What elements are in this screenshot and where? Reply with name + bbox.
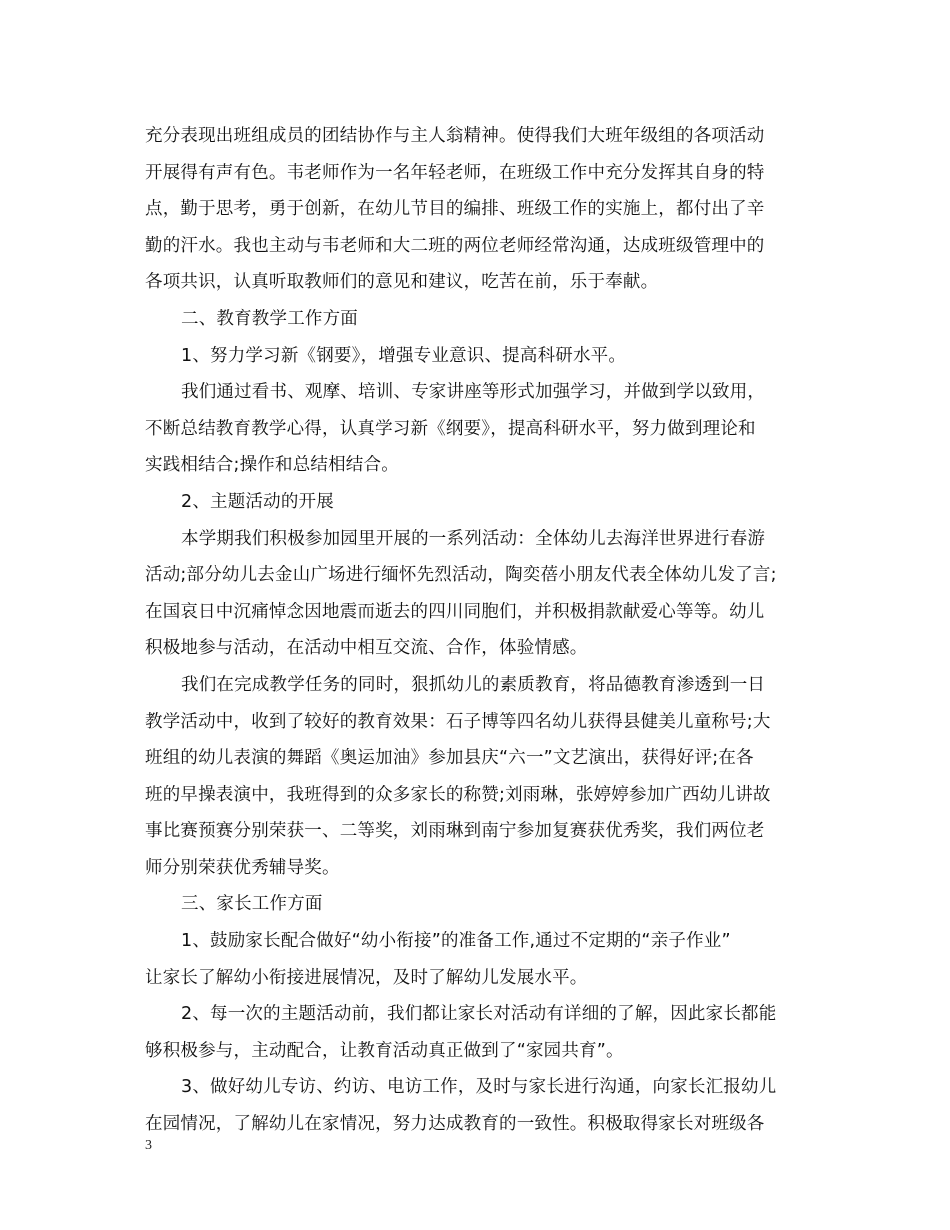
text-line: 在国哀日中沉痛悼念因地震而逝去的四川同胞们，并积极捐款献爱心等等。幼儿	[145, 601, 765, 622]
page-number: 3	[145, 1138, 152, 1153]
text-line: 各项共识，认真听取教师们的意见和建议，吃苦在前，乐于奉献。	[145, 272, 659, 293]
text-line: 开展得有声有色。韦老师作为一名年轻老师，在班级工作中充分发挥其自身的特	[145, 162, 765, 183]
subsection-heading: 1、努力学习新《钢要》，增强专业意识、提高科研水平。	[181, 345, 627, 366]
text-line: 充分表现出班组成员的团结协作与主人翁精神。使得我们大班年级组的各项活动	[145, 126, 765, 146]
text-line: 点，勤于思考，勇于创新，在幼儿节目的编排、班级工作的实施上，都付出了辛	[145, 199, 765, 220]
text-line: 师分别荣获优秀辅导奖。	[145, 857, 340, 878]
text-line: 够积极参与，主动配合，让教育活动真正做到了“家园共育”。	[145, 1040, 624, 1061]
document-body	[145, 118, 815, 1143]
text-line: 我们通过看书、观摩、培训、专家讲座等形式加强学习，并做到学以致用，	[181, 382, 766, 403]
text-line: 3、做好幼儿专访、约访、电访工作，及时与家长进行沟通，向家长汇报幼儿	[181, 1077, 777, 1098]
text-line: 1、鼓励家长配合做好“幼小衔接”的准备工作,通过不定期的“亲子作业”	[181, 931, 731, 952]
text-line: 班组的幼儿表演的舞蹈《奥运加油》参加县庆“六一”文艺演出，获得好评;在各	[145, 748, 754, 769]
subsection-heading: 2、主题活动的开展	[181, 491, 334, 512]
text-line: 不断总结教育教学心得，认真学习新《纲要》，提高科研水平，努力做到理论和	[145, 418, 756, 439]
text-line: 活动;部分幼儿去金山广场进行缅怀先烈活动，陶奕蓓小朋友代表全体幼儿发了言;	[145, 565, 777, 586]
text-line: 本学期我们积极参加园里开展的一系列活动：全体幼儿去海洋世界进行春游	[181, 528, 766, 549]
text-line: 班的早操表演中，我班得到的众多家长的称赞;刘雨琳，张婷婷参加广西幼儿讲故	[145, 784, 771, 805]
text-line: 我们在完成教学任务的同时，狠抓幼儿的素质教育，将品德教育渗透到一日	[181, 674, 766, 695]
section-heading: 二、教育教学工作方面	[181, 308, 358, 329]
text-line: 2、每一次的主题活动前，我们都让家长对活动有详细的了解，因此家长都能	[181, 1004, 777, 1025]
text-line: 在园情况，了解幼儿在家情况，努力达成教育的一致性。积极取得家长对班级各	[145, 1114, 765, 1135]
text-line: 实践相结合;操作和总结相结合。	[145, 455, 399, 476]
text-line: 勤的汗水。我也主动与韦老师和大二班的两位老师经常沟通，达成班级管理中的	[145, 235, 765, 256]
text-line: 事比赛预赛分别荣获一、二等奖，刘雨琳到南宁参加复赛获优秀奖，我们两位老	[145, 821, 765, 842]
text-line: 积极地参与活动，在活动中相互交流、合作，体验情感。	[145, 638, 588, 659]
text-line: 教学活动中，收到了较好的教育效果：石子博等四名幼儿获得县健美儿童称号;大	[145, 711, 771, 732]
section-heading: 三、家长工作方面	[181, 894, 323, 915]
text-line: 让家长了解幼小衔接进展情况，及时了解幼儿发展水平。	[145, 967, 588, 988]
